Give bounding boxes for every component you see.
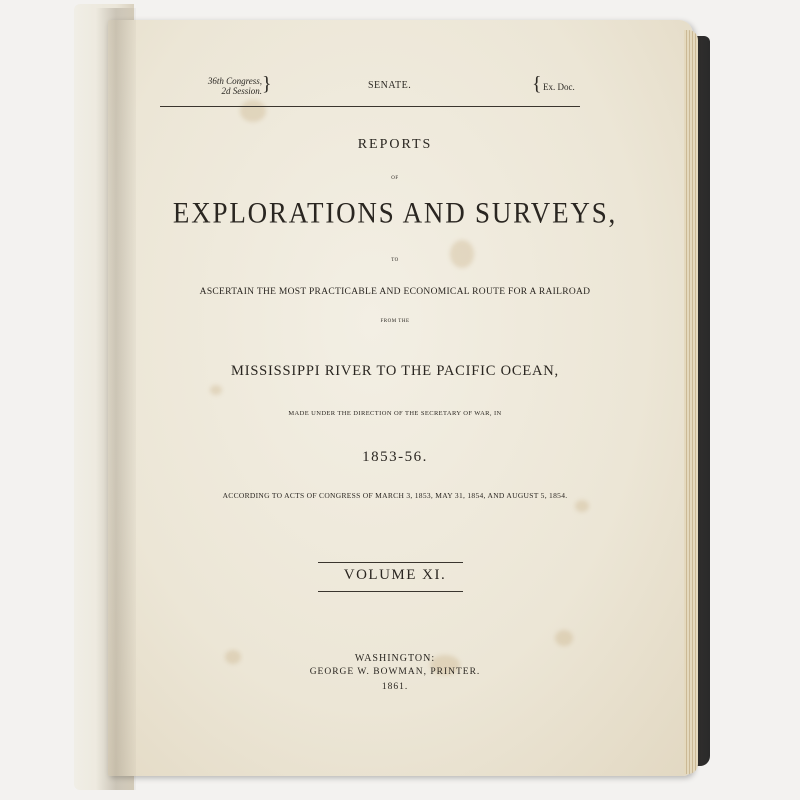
direction-line: MADE UNDER THE DIRECTION OF THE SECRETARY OF WAR, IN bbox=[288, 410, 502, 417]
doc-type-label: Ex. Doc. bbox=[543, 82, 575, 92]
acts-line: ACCORDING TO ACTS OF CONGRESS OF MARCH 3, 1853, MAY 31, 1854, AND AUGUST 5, 1854. bbox=[222, 491, 568, 500]
foxing-stain bbox=[210, 385, 222, 395]
volume-rule-top bbox=[318, 562, 463, 563]
imprint-year: 1861. bbox=[381, 682, 409, 692]
from-the-connector: FROM THE bbox=[380, 319, 410, 324]
imprint-printer: GEORGE W. BOWMAN, PRINTER. bbox=[309, 667, 481, 677]
foxing-stain bbox=[575, 500, 589, 512]
reports-heading: REPORTS bbox=[357, 137, 433, 152]
purpose-line: ASCERTAIN THE MOST PRACTICABLE AND ECONOMICAL ROUTE FOR A RAILROAD bbox=[199, 287, 591, 297]
to-connector: TO bbox=[391, 258, 399, 263]
years-line: 1853-56. bbox=[362, 449, 428, 465]
brace-right: { bbox=[532, 73, 542, 95]
congress-text: 36th Congress, bbox=[207, 76, 262, 86]
congress-session-label bbox=[190, 76, 262, 96]
header-rule bbox=[160, 106, 580, 107]
document-header bbox=[160, 73, 580, 106]
of-connector: OF bbox=[391, 176, 399, 181]
volume-rule-bottom bbox=[318, 591, 463, 592]
page-block-edge bbox=[684, 30, 698, 774]
route-line: MISSISSIPPI RIVER TO THE PACIFIC OCEAN, bbox=[231, 363, 559, 379]
foxing-stain bbox=[450, 240, 474, 268]
foxing-stain bbox=[555, 630, 573, 646]
chamber-label: SENATE. bbox=[368, 80, 412, 91]
brace-left: } bbox=[262, 73, 272, 95]
imprint-place: WASHINGTON: bbox=[354, 653, 436, 664]
volume-label: VOLUME XI. bbox=[343, 567, 447, 583]
main-title: EXPLORATIONS AND SURVEYS, bbox=[172, 196, 618, 230]
gutter-shadow bbox=[96, 8, 136, 790]
session-text: 2d Session. bbox=[221, 86, 262, 96]
